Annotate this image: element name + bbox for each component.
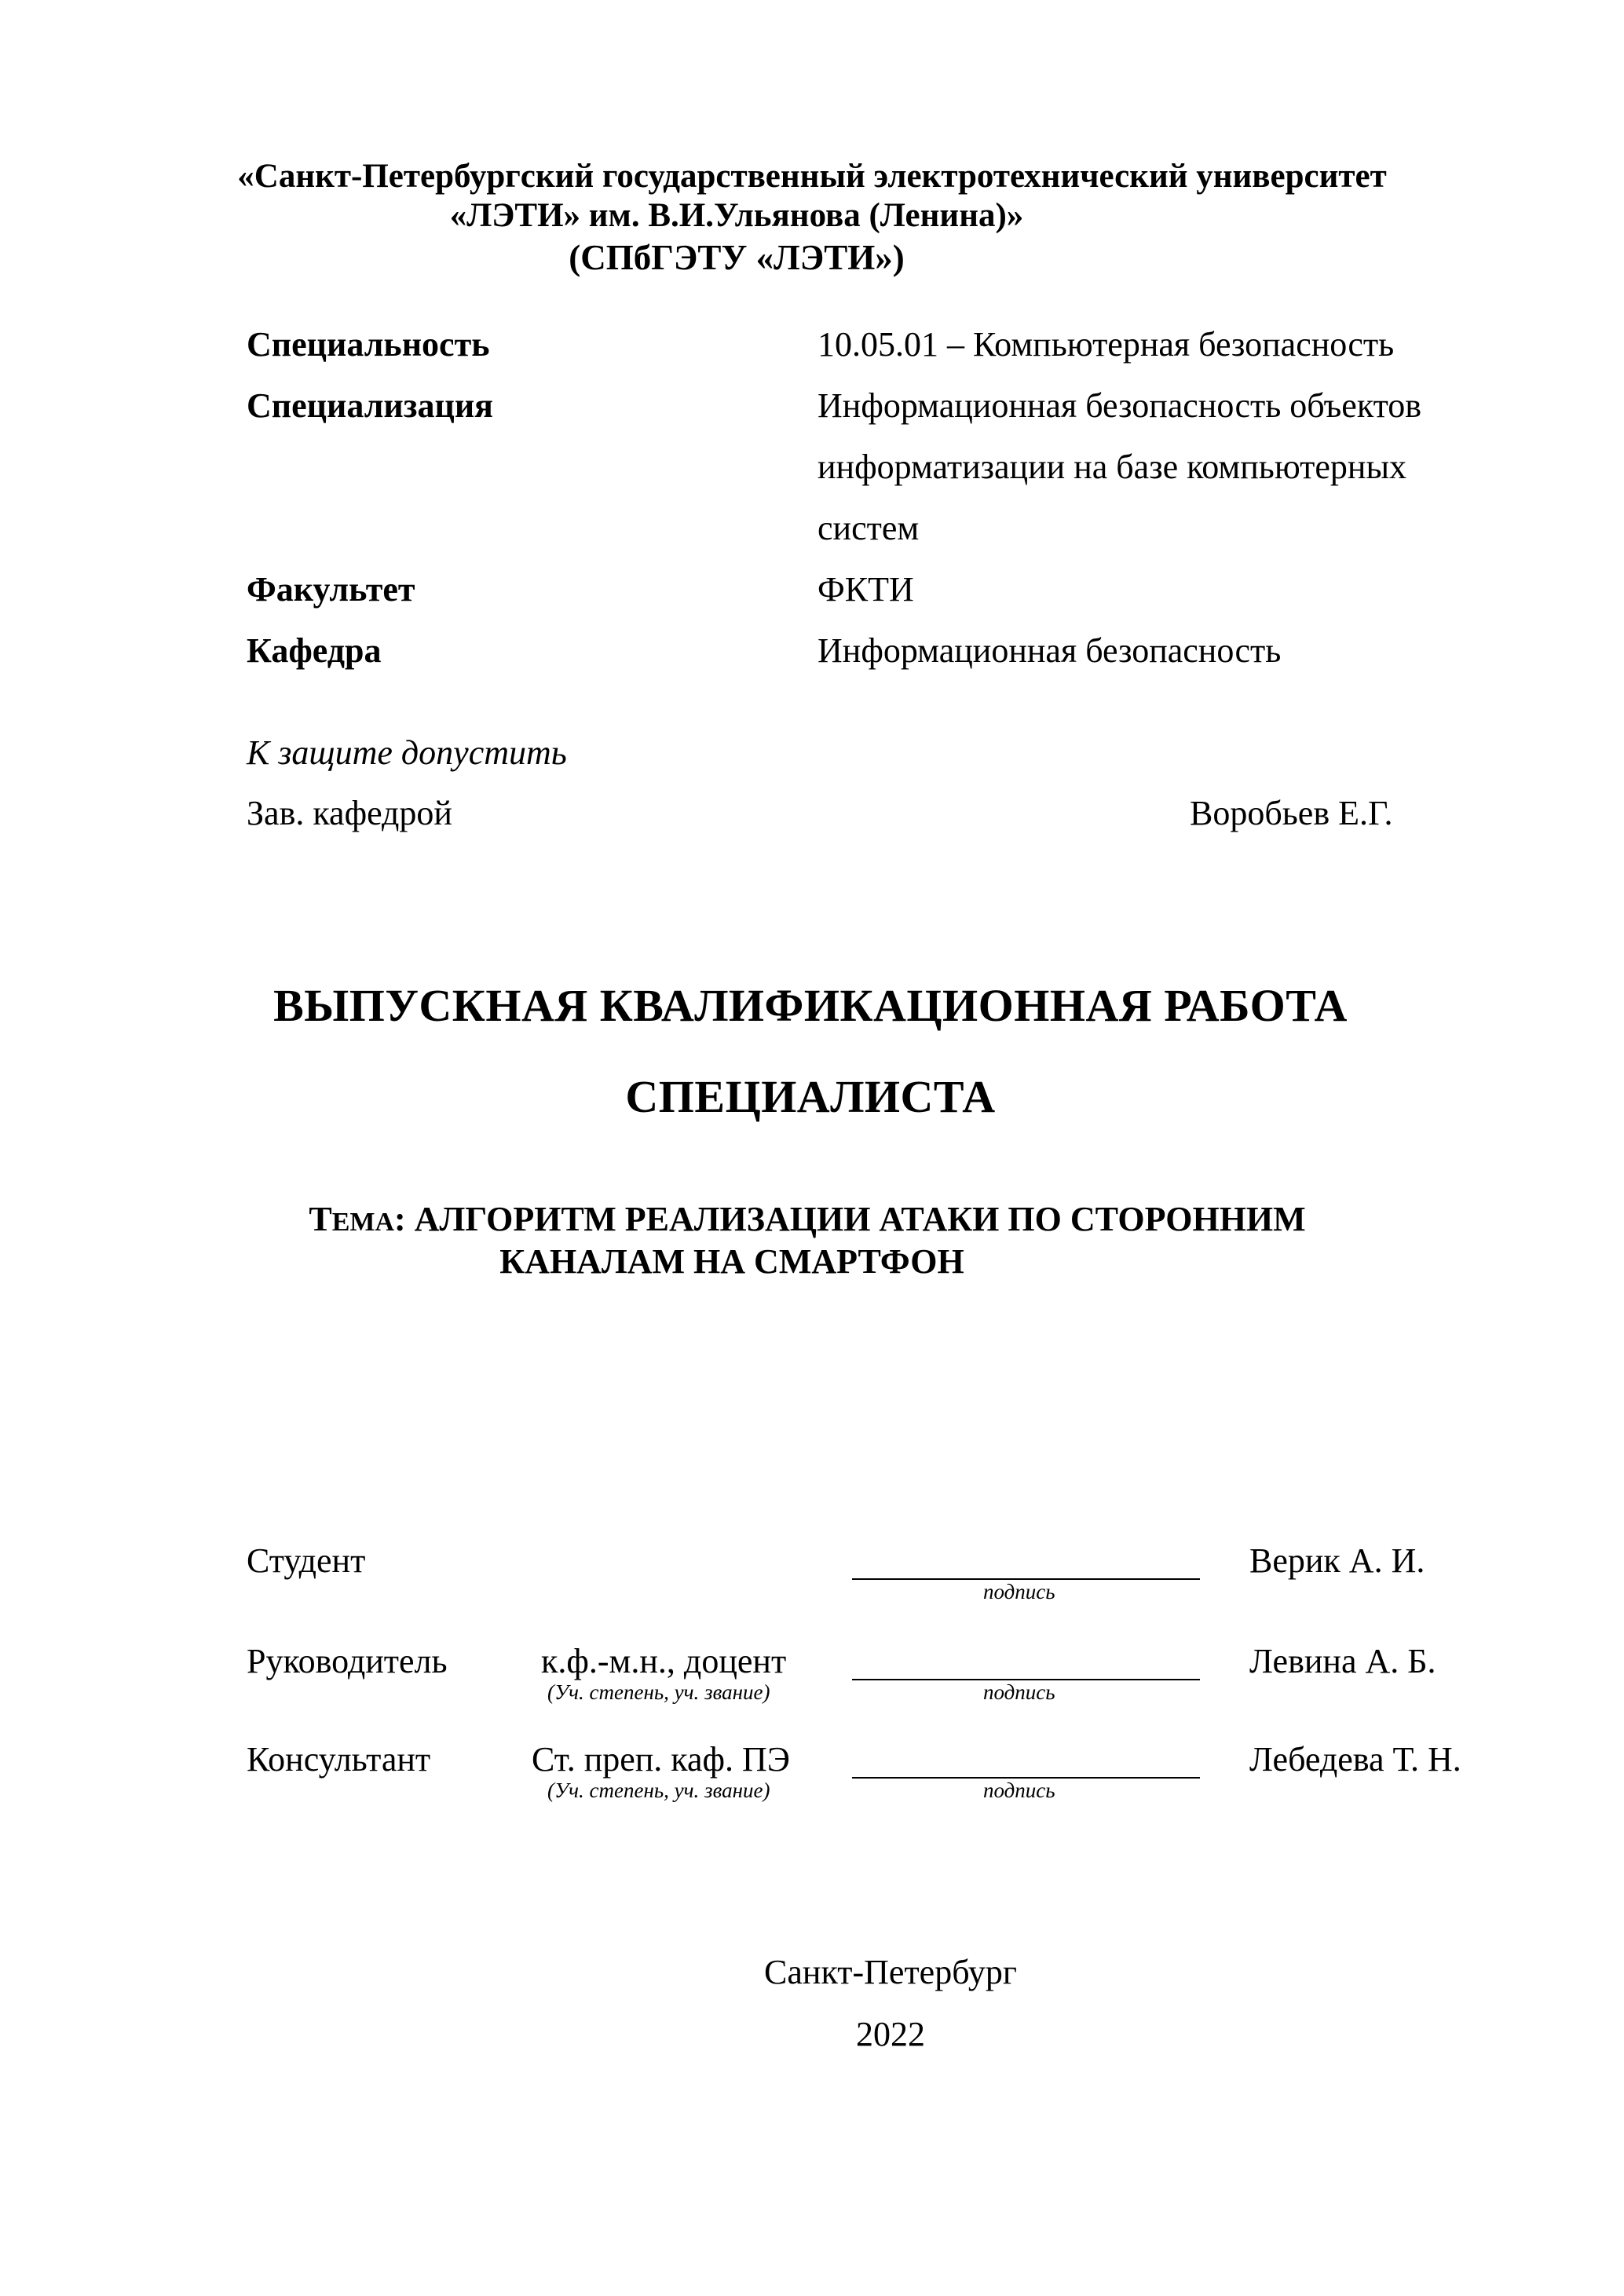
university-abbreviation: (СПбГЭТУ «ЛЭТИ») (569, 238, 905, 277)
faculty-value: ФКТИ (817, 570, 914, 609)
city: Санкт-Петербург (764, 1953, 1017, 1991)
topic-label-initial: Т (309, 1200, 332, 1238)
supervisor-name: Левина А. Б. (1249, 1642, 1436, 1680)
consultant-degree: Ст. преп. каф. ПЭ (532, 1740, 790, 1779)
year: 2022 (856, 2015, 925, 2053)
consultant-signature-caption: подпись (983, 1779, 1055, 1802)
supervisor-role: Руководитель (247, 1642, 448, 1680)
student-signature-caption: подпись (983, 1580, 1055, 1603)
topic-text-line1: : АЛГОРИТМ РЕАЛИЗАЦИИ АТАКИ ПО СТОРОННИМ (394, 1200, 1306, 1238)
student-role: Студент (247, 1541, 366, 1580)
department-label: Кафедра (247, 631, 382, 670)
specialization-label: Специализация (247, 386, 493, 425)
admission-heading: К защите допустить (247, 733, 567, 772)
university-name-line2: «ЛЭТИ» им. В.И.Ульянова (Ленина)» (449, 197, 1024, 234)
head-of-department-name: Воробьев Е.Г. (1190, 794, 1393, 832)
topic-line2: КАНАЛАМ НА СМАРТФОН (499, 1242, 964, 1281)
supervisor-degree: к.ф.-м.н., доцент (541, 1642, 787, 1680)
specialty-value: 10.05.01 – Компьютерная безопасность (817, 325, 1395, 364)
specialty-label: Специальность (247, 325, 490, 364)
topic-label-rest: ЕМА (331, 1208, 395, 1237)
supervisor-signature-caption: подпись (983, 1680, 1055, 1704)
document-title-line1: ВЫПУСКНАЯ КВАЛИФИКАЦИОННАЯ РАБОТА (273, 980, 1348, 1031)
student-name: Верик А. И. (1249, 1541, 1425, 1580)
supervisor-degree-caption: (Уч. степень, уч. звание) (547, 1680, 770, 1704)
faculty-label: Факультет (247, 570, 415, 609)
topic-line1 (0, 1199, 1619, 1243)
specialization-value: Информационная безопасность объектов информатизации на базе компьютерных систем (817, 386, 1422, 547)
document-title-line2: СПЕЦИАЛИСТА (625, 1071, 996, 1122)
consultant-name: Лебедева Т. Н. (1249, 1740, 1461, 1779)
consultant-degree-caption: (Уч. степень, уч. звание) (547, 1779, 770, 1802)
university-name-line1: «Санкт-Петербургский государственный электротехнический университет (237, 158, 1387, 195)
consultant-role: Консультант (247, 1740, 431, 1779)
head-of-department-label: Зав. кафедрой (247, 794, 452, 832)
department-value: Информационная безопасность (817, 631, 1282, 670)
